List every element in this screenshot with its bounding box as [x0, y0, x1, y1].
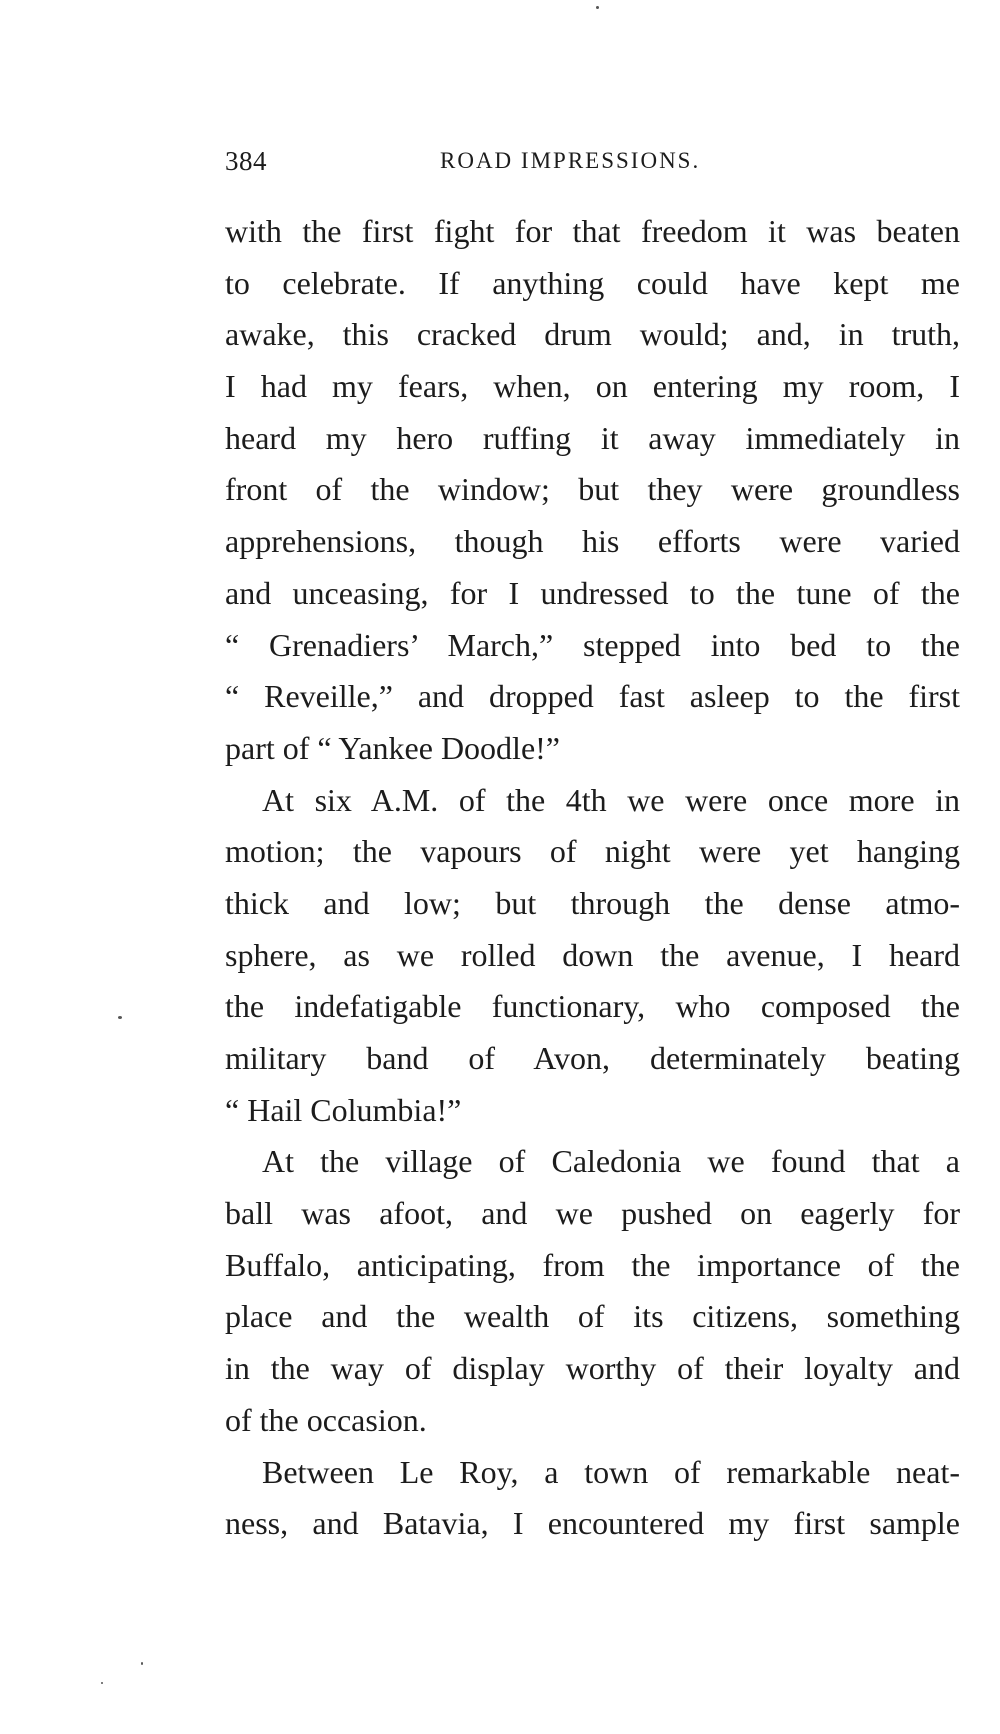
page-number: 384 [225, 146, 267, 176]
text-line: Buffalo, anticipating, from the importance of the [225, 1246, 960, 1283]
text-line: ness, and Batavia, I encountered my first sample [225, 1505, 960, 1542]
running-title: ROAD IMPRESSIONS. [440, 148, 701, 173]
text-line: front of the window; but they were groundless [225, 471, 960, 508]
text-line: heard my hero ruffing it away immediately in [225, 419, 960, 456]
text-line: ball was afoot, and we pushed on eagerly for [225, 1195, 960, 1232]
scan-speck [118, 1016, 122, 1019]
text-line: in the way of display worthy of their loyalty and [225, 1350, 960, 1387]
text-line: “ Hail Columbia!” [225, 1091, 462, 1128]
text-line: part of “ Yankee Doodle!” [225, 729, 560, 766]
paragraph-start-line: At six A.M. of the 4th we were once more in [262, 781, 960, 818]
scan-speck [596, 6, 599, 9]
paragraph-start-line: Between Le Roy, a town of remarkable neat- [262, 1453, 960, 1490]
text-line: military band of Avon, determinately beating [225, 1040, 960, 1076]
text-line: of the occasion. [225, 1401, 427, 1438]
text-line: with the first fight for that freedom it was beaten [225, 213, 960, 249]
scan-speck [141, 1662, 143, 1665]
text-line: motion; the vapours of night were yet hanging [225, 833, 960, 870]
paragraph-start-line: At the village of Caledonia we found that a [262, 1143, 960, 1180]
scan-speck [101, 1682, 103, 1684]
text-line: sphere, as we rolled down the avenue, I heard [225, 936, 960, 973]
text-line: thick and low; but through the dense atmo- [225, 884, 960, 921]
text-line: apprehensions, though his efforts were varied [225, 523, 960, 560]
text-line: “ Grenadiers’ March,” stepped into bed to the [225, 626, 960, 663]
text-line: and unceasing, for I undressed to the tune of the [225, 574, 960, 611]
page-header [225, 146, 965, 186]
text-line: to celebrate. If anything could have kept me [225, 264, 960, 301]
text-line: awake, this cracked drum would; and, in truth, [225, 316, 960, 353]
text-line: place and the wealth of its citizens, something [225, 1298, 960, 1335]
body-text [225, 206, 960, 1550]
text-line: I had my fears, when, on entering my room, I [225, 368, 960, 405]
text-line: the indefatigable functionary, who composed the [225, 988, 960, 1025]
text-line: “ Reveille,” and dropped fast asleep to the first [225, 678, 960, 715]
